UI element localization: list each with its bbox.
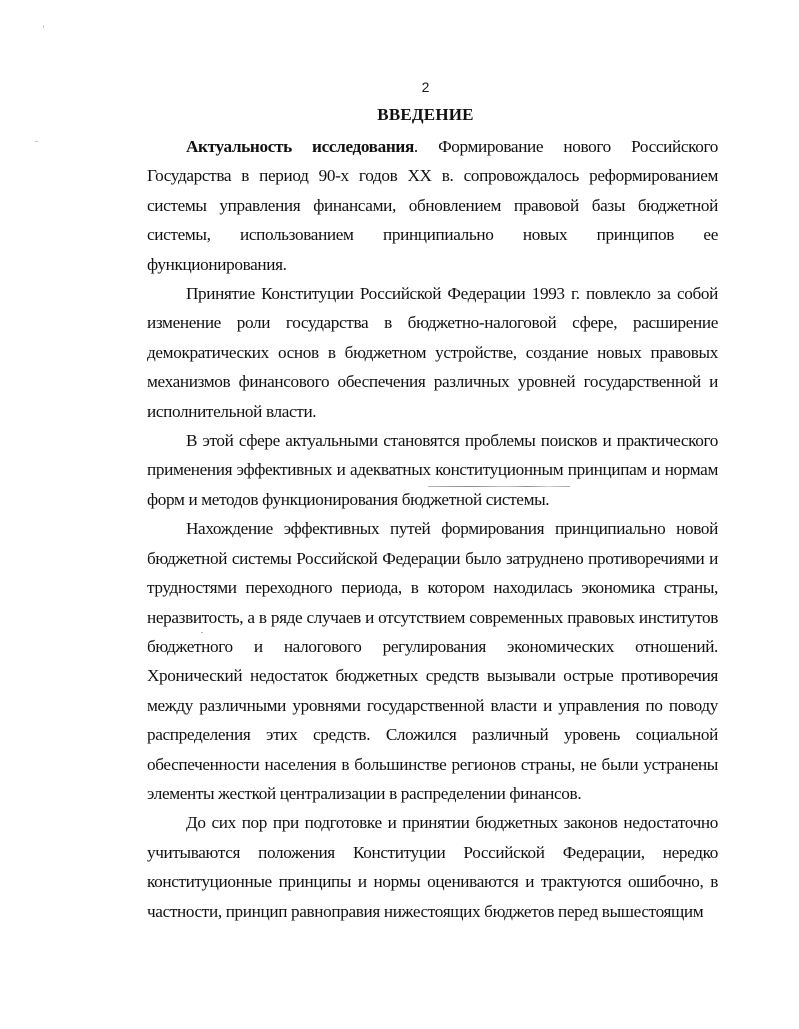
page-number: 2 [421, 79, 430, 95]
paragraph-lead-bold: Актуальность исследования [186, 137, 414, 156]
section-heading: ВВЕДЕНИЕ [377, 105, 474, 124]
paragraph-text: До сих пор при подготовке и принятии бюджетных законов недостаточно учитываются положения Конституции Российской Федерации, нередко конституционные принципы и нормы оцениваются и трактуются ошибочно, в частности, принцип равноправия нижестоящих бюджетов перед вышестоящим [147, 813, 718, 921]
scan-speck [35, 141, 38, 142]
paragraph-budget-laws [147, 808, 718, 926]
paragraph-effective-ways [147, 514, 718, 808]
paragraph-text: В этой сфере актуальными становятся проблемы поисков и практического применения эффективных и адекватных конституционным принципам и нормам форм и методов функционирования бюджетной системы. [147, 431, 718, 509]
paragraph-relevance [147, 132, 718, 279]
paragraph-text: Нахождение эффективных путей формирования принципиально новой бюджетной системы Российской Федерации было затруднено противоречиями и трудностями переходного периода, в котором находилась экономика страны, неразвитость, а в ряде случаев и отсутствием современных правовых институтов бюджетного и налогового регулирования экономических отношений. Хронический недостаток бюджетных средств вызывали острые противоречия между различными уровнями государственной власти и управления по поводу распределения этих средств. Сложился различный уровень социальной обеспеченности населения в большинстве регионов страны, не были устранены элементы жесткой централизации в распределении финансов. [147, 519, 718, 803]
paragraph-text: . Формирование нового Российского Государства в период 90-х годов XX в. сопровождалось реформированием системы управления финансами, обновлением правовой базы бюджетной системы, использованием принципиально новых принципов ее функционирования. [147, 137, 718, 274]
paragraph-text: Принятие Конституции Российской Федерации 1993 г. повлекло за собой изменение роли государства в бюджетно-налоговой сфере, расширение демократических основ в бюджетном устройстве, создание новых правовых механизмов финансового обеспечения различных уровней государственной и исполнительной власти. [147, 284, 718, 421]
body-text [147, 132, 718, 926]
scan-speck [43, 25, 44, 28]
paragraph-constitution [147, 279, 718, 426]
paragraph-actual-problems [147, 426, 718, 514]
